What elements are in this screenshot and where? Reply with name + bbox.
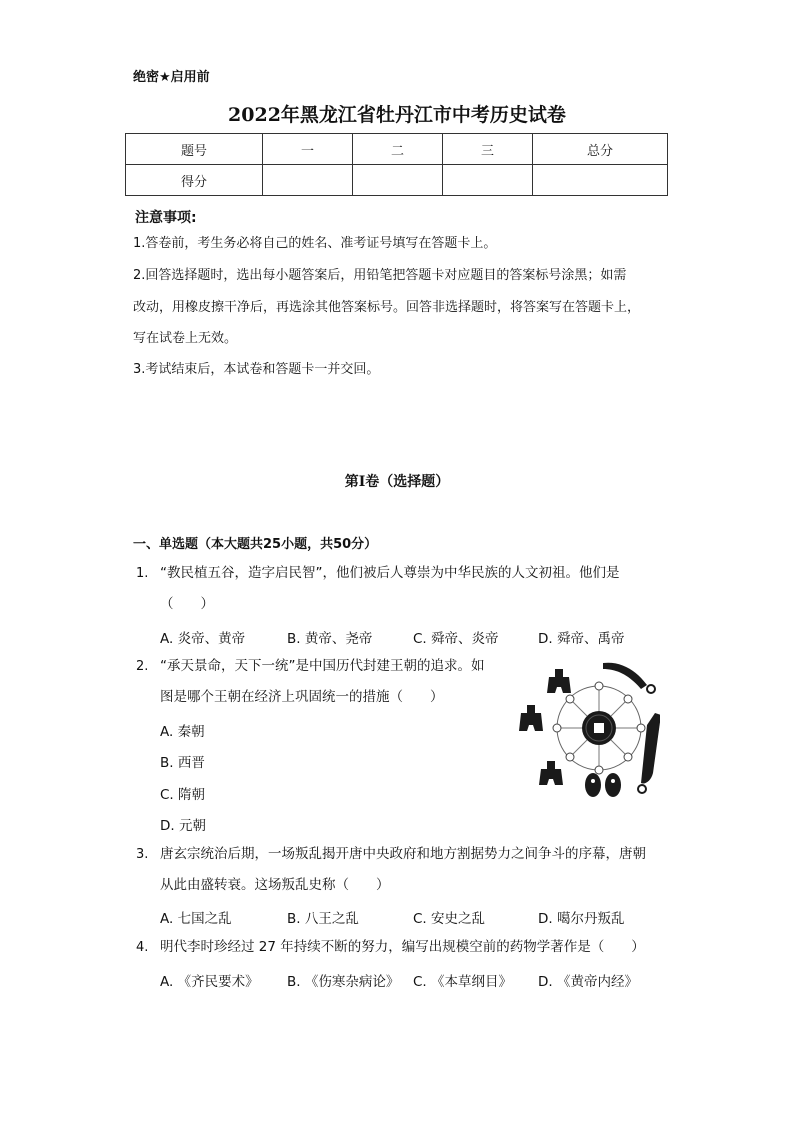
question-2-option-b[interactable]: B. 西晋 [160, 755, 205, 771]
question-2-text-line-1: “承天景命，天下一统”是中国历代封建王朝的追求。如 [160, 658, 485, 674]
question-1-option-c[interactable]: C. 舜帝、炎帝 [413, 631, 499, 647]
score-cell [533, 165, 668, 196]
question-number: 4. [136, 940, 149, 955]
question-1-option-a[interactable]: A. 炎帝、黄帝 [160, 631, 246, 647]
score-table-score-row [126, 165, 668, 196]
question-1-text-line-1: “教民植五谷，造字启民智”，他们被后人尊崇为中华民族的人文初祖。他们是 [160, 565, 620, 581]
question-2-option-a[interactable]: A. 秦朝 [160, 724, 205, 740]
secret-label: 绝密★启用前 [133, 70, 210, 85]
section-title: 第Ⅰ卷（选择题） [344, 474, 450, 490]
score-cell: 三 [443, 134, 533, 165]
notice-item-2-line-3: 写在试卷上无效。 [133, 331, 238, 346]
question-1-option-b[interactable]: B. 黄帝、尧帝 [287, 631, 373, 647]
score-cell [443, 165, 533, 196]
score-cell [353, 165, 443, 196]
question-2-option-c[interactable]: C. 隋朝 [160, 787, 206, 803]
question-4-option-c[interactable]: C. 《本草纲目》 [413, 974, 513, 990]
question-4-option-d[interactable]: D. 《黄帝内经》 [538, 974, 638, 990]
question-2-text-line-2: 图是哪个王朝在经济上巩固统一的措施（ ） [160, 689, 444, 705]
question-2-option-d[interactable]: D. 元朝 [160, 818, 206, 834]
question-3-option-a[interactable]: A. 七国之乱 [160, 911, 232, 927]
score-table [125, 133, 668, 196]
notice-item-3: 3.考试结束后，本试卷和答题卡一并交回。 [133, 362, 380, 377]
question-1-option-d[interactable]: D. 舜帝、禹帝 [538, 631, 625, 647]
score-cell: 二 [353, 134, 443, 165]
question-3-option-c[interactable]: C. 安史之乱 [413, 911, 486, 927]
ancient-coins-unification-icon [515, 655, 660, 805]
question-3-text-line-2: 从此由盛转衰。这场叛乱史称（ ） [160, 877, 390, 893]
question-4-text-line-1: 明代李时珍经过 27 年持续不断的努力，编写出规模空前的药物学著作是（ ） [160, 939, 645, 955]
score-cell: 总分 [533, 134, 668, 165]
question-3-option-b[interactable]: B. 八王之乱 [287, 911, 359, 927]
notice-item-2-line-1: 2.回答选择题时，选出每小题答案后，用铅笔把答题卡对应题目的答案标号涂黑；如需 [133, 268, 627, 283]
score-cell: 题号 [126, 134, 263, 165]
question-4-option-b[interactable]: B. 《伤寒杂病论》 [287, 974, 400, 990]
question-3-option-d[interactable]: D. 噶尔丹叛乱 [538, 911, 625, 927]
score-cell: 一 [263, 134, 353, 165]
score-table-header-row [126, 134, 668, 165]
question-1-text-line-2: （ ） [160, 596, 214, 612]
question-3-text-line-1: 唐玄宗统治后期，一场叛乱揭开唐中央政府和地方割据势力之间争斗的序幕，唐朝 [160, 846, 646, 862]
notice-item-1: 1.答卷前，考生务必将自己的姓名、准考证号填写在答题卡上。 [133, 236, 497, 251]
notice-heading: 注意事项: [135, 210, 197, 226]
part-heading: 一、单选题（本大题共25小题，共50分） [133, 537, 378, 552]
notice-item-2-line-2: 改动，用橡皮擦干净后，再选涂其他答案标号。回答非选择题时，将答案写在答题卡上， [133, 300, 641, 315]
exam-title: 2022年黑龙江省牡丹江市中考历史试卷 [228, 104, 566, 126]
score-cell: 得分 [126, 165, 263, 196]
question-number: 3. [136, 847, 149, 862]
question-number: 2. [136, 659, 149, 674]
score-cell [263, 165, 353, 196]
question-number: 1. [136, 566, 149, 581]
question-4-option-a[interactable]: A. 《齐民要术》 [160, 974, 259, 990]
